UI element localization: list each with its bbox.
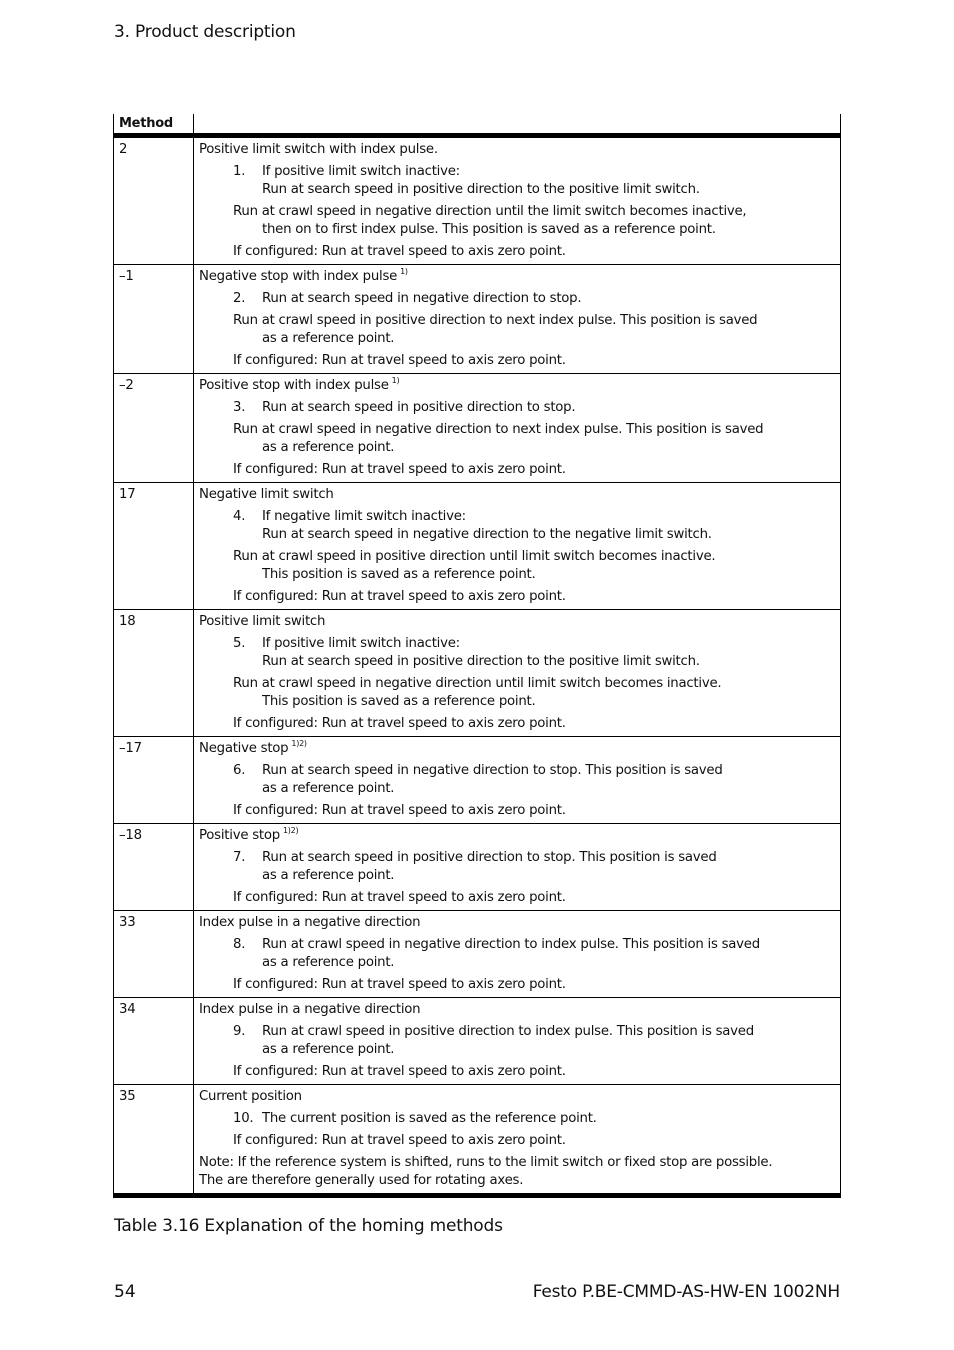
step-text-line: Run at crawl speed in negative direction to index pulse. This position is saved [262, 937, 760, 952]
step-text-line: Run at search speed in positive direction to the positive limit switch. [262, 654, 700, 669]
description-cell [194, 911, 841, 998]
method-title-text: Positive limit switch [199, 614, 326, 629]
numbered-step [233, 1023, 834, 1059]
step-number: 7. [233, 850, 246, 865]
method-title-text: Current position [199, 1089, 302, 1104]
table-row [114, 374, 841, 483]
document-id: Festo P.BE-CMMD-AS-HW-EN 1002NH [532, 1282, 840, 1302]
paragraph-text-line: as a reference point. [262, 440, 395, 455]
step-text-line: as a reference point. [262, 1042, 395, 1057]
method-title [199, 1088, 834, 1106]
step-text-line: If positive limit switch inactive: [262, 164, 460, 179]
footnote-reference: 1)2) [291, 739, 307, 748]
numbered-step [233, 849, 834, 885]
method-cell: –1 [114, 265, 194, 374]
method-cell: –17 [114, 737, 194, 824]
method-title-text: Positive limit switch with index pulse. [199, 142, 438, 157]
numbered-step [233, 508, 834, 544]
numbered-step [233, 399, 834, 417]
step-number: 6. [233, 763, 246, 778]
method-cell: 34 [114, 998, 194, 1085]
paragraph-text-line: Run at crawl speed in negative direction to next index pulse. This position is saved [233, 422, 764, 437]
method-cell: 2 [114, 136, 194, 265]
method-title [199, 268, 834, 286]
footnote-reference: 1)2) [282, 826, 299, 835]
step-text-line: Run at crawl speed in positive direction to index pulse. This position is saved [262, 1024, 754, 1039]
step-number: 9. [233, 1024, 246, 1039]
homing-methods-table [113, 114, 841, 1198]
paragraph-text-line: Run at crawl speed in negative direction until limit switch becomes inactive. [233, 676, 722, 691]
description-cell [194, 998, 841, 1085]
zero-point-instruction: If configured: Run at travel speed to axis zero point. [233, 890, 566, 905]
description-cell [194, 610, 841, 737]
table-row [114, 483, 841, 610]
numbered-step [233, 635, 834, 671]
table-row [114, 610, 841, 737]
step-text-line: Run at search speed in negative direction to stop. This position is saved [262, 763, 723, 778]
step-text-line: as a reference point. [262, 781, 395, 796]
note-text-line: Note: If the reference system is shifted, runs to the limit switch or fixed stop are possible. [199, 1155, 773, 1170]
method-title [199, 141, 834, 159]
description-cell [194, 737, 841, 824]
step-number: 4. [233, 509, 246, 524]
method-title-text: Negative stop with index pulse [199, 269, 398, 284]
description-cell [194, 483, 841, 610]
method-cell: 18 [114, 610, 194, 737]
step-paragraph [233, 548, 834, 584]
numbered-step [233, 936, 834, 972]
table-body [114, 136, 841, 1194]
method-cell: –18 [114, 824, 194, 911]
description-cell [194, 136, 841, 265]
zero-point-instruction: If configured: Run at travel speed to axis zero point. [233, 1064, 566, 1079]
step-text-line: as a reference point. [262, 868, 395, 883]
step-text-line: Run at search speed in positive direction to stop. [262, 400, 576, 415]
method-cell: 33 [114, 911, 194, 998]
description-cell [194, 1085, 841, 1194]
step-number: 10. [233, 1111, 254, 1126]
paragraph-text-line: This position is saved as a reference point. [262, 694, 536, 709]
method-title-text: Negative limit switch [199, 487, 334, 502]
method-title [199, 486, 834, 504]
method-title [199, 740, 834, 758]
table-caption: Table 3.16 Explanation of the homing methods [114, 1216, 503, 1236]
step-number: 5. [233, 636, 246, 651]
table-header-row [114, 114, 841, 136]
step-text-line: as a reference point. [262, 955, 395, 970]
table-row [114, 998, 841, 1085]
step-text-line: If positive limit switch inactive: [262, 636, 460, 651]
method-cell: –2 [114, 374, 194, 483]
section-header: 3. Product description [114, 22, 296, 42]
step-text-line: Run at search speed in positive direction to the positive limit switch. [262, 182, 700, 197]
note-text-line: The are therefore generally used for rotating axes. [199, 1173, 524, 1188]
step-number: 8. [233, 937, 246, 952]
step-text-line: Run at search speed in negative direction to stop. [262, 291, 582, 306]
paragraph-text-line: Run at crawl speed in positive direction to next index pulse. This position is saved [233, 313, 758, 328]
method-title-text: Index pulse in a negative direction [199, 1002, 421, 1017]
method-title [199, 613, 834, 631]
paragraph-text-line: Run at crawl speed in positive direction until limit switch becomes inactive. [233, 549, 716, 564]
step-number: 3. [233, 400, 246, 415]
step-paragraph [233, 312, 834, 348]
paragraph-text-line: then on to first index pulse. This position is saved as a reference point. [262, 222, 716, 237]
step-paragraph [233, 421, 834, 457]
step-paragraph [233, 675, 834, 711]
step-paragraph [233, 203, 834, 239]
method-title-text: Positive stop [199, 828, 280, 843]
note [199, 1154, 834, 1190]
zero-point-instruction: If configured: Run at travel speed to axis zero point. [233, 1133, 566, 1148]
table-row [114, 265, 841, 374]
zero-point-instruction: If configured: Run at travel speed to axis zero point. [233, 589, 566, 604]
method-title-text: Negative stop [199, 741, 289, 756]
method-title-text: Positive stop with index pulse [199, 378, 389, 393]
numbered-step [233, 290, 834, 308]
zero-point-instruction: If configured: Run at travel speed to axis zero point. [233, 353, 566, 368]
zero-point-instruction: If configured: Run at travel speed to axis zero point. [233, 803, 566, 818]
numbered-step [233, 163, 834, 199]
table-row [114, 1085, 841, 1194]
method-title [199, 1001, 834, 1019]
zero-point-instruction: If configured: Run at travel speed to axis zero point. [233, 716, 566, 731]
method-cell: 35 [114, 1085, 194, 1194]
table-row [114, 824, 841, 911]
table-row [114, 737, 841, 824]
method-title [199, 827, 834, 845]
table-row [114, 911, 841, 998]
step-text-line: The current position is saved as the reference point. [262, 1111, 597, 1126]
description-cell [194, 265, 841, 374]
step-text-line: Run at search speed in positive direction to stop. This position is saved [262, 850, 717, 865]
column-header-method: Method [114, 114, 194, 136]
method-title [199, 377, 834, 395]
column-header-description [194, 114, 841, 136]
footnote-reference: 1) [400, 267, 408, 276]
table-row [114, 136, 841, 265]
description-cell [194, 374, 841, 483]
description-cell [194, 824, 841, 911]
step-text-line: If negative limit switch inactive: [262, 509, 466, 524]
zero-point-instruction: If configured: Run at travel speed to axis zero point. [233, 462, 566, 477]
numbered-step [233, 762, 834, 798]
step-number: 2. [233, 291, 246, 306]
method-title-text: Index pulse in a negative direction [199, 915, 421, 930]
method-title [199, 914, 834, 932]
zero-point-instruction: If configured: Run at travel speed to axis zero point. [233, 244, 566, 259]
paragraph-text-line: Run at crawl speed in negative direction until the limit switch becomes inactive, [233, 204, 747, 219]
step-text-line: Run at search speed in negative direction to the negative limit switch. [262, 527, 712, 542]
method-cell: 17 [114, 483, 194, 610]
page-number: 54 [114, 1282, 136, 1302]
numbered-step [233, 1110, 834, 1128]
step-number: 1. [233, 164, 246, 179]
footnote-reference: 1) [391, 376, 400, 385]
paragraph-text-line: as a reference point. [262, 331, 395, 346]
zero-point-instruction: If configured: Run at travel speed to axis zero point. [233, 977, 566, 992]
paragraph-text-line: This position is saved as a reference point. [262, 567, 536, 582]
